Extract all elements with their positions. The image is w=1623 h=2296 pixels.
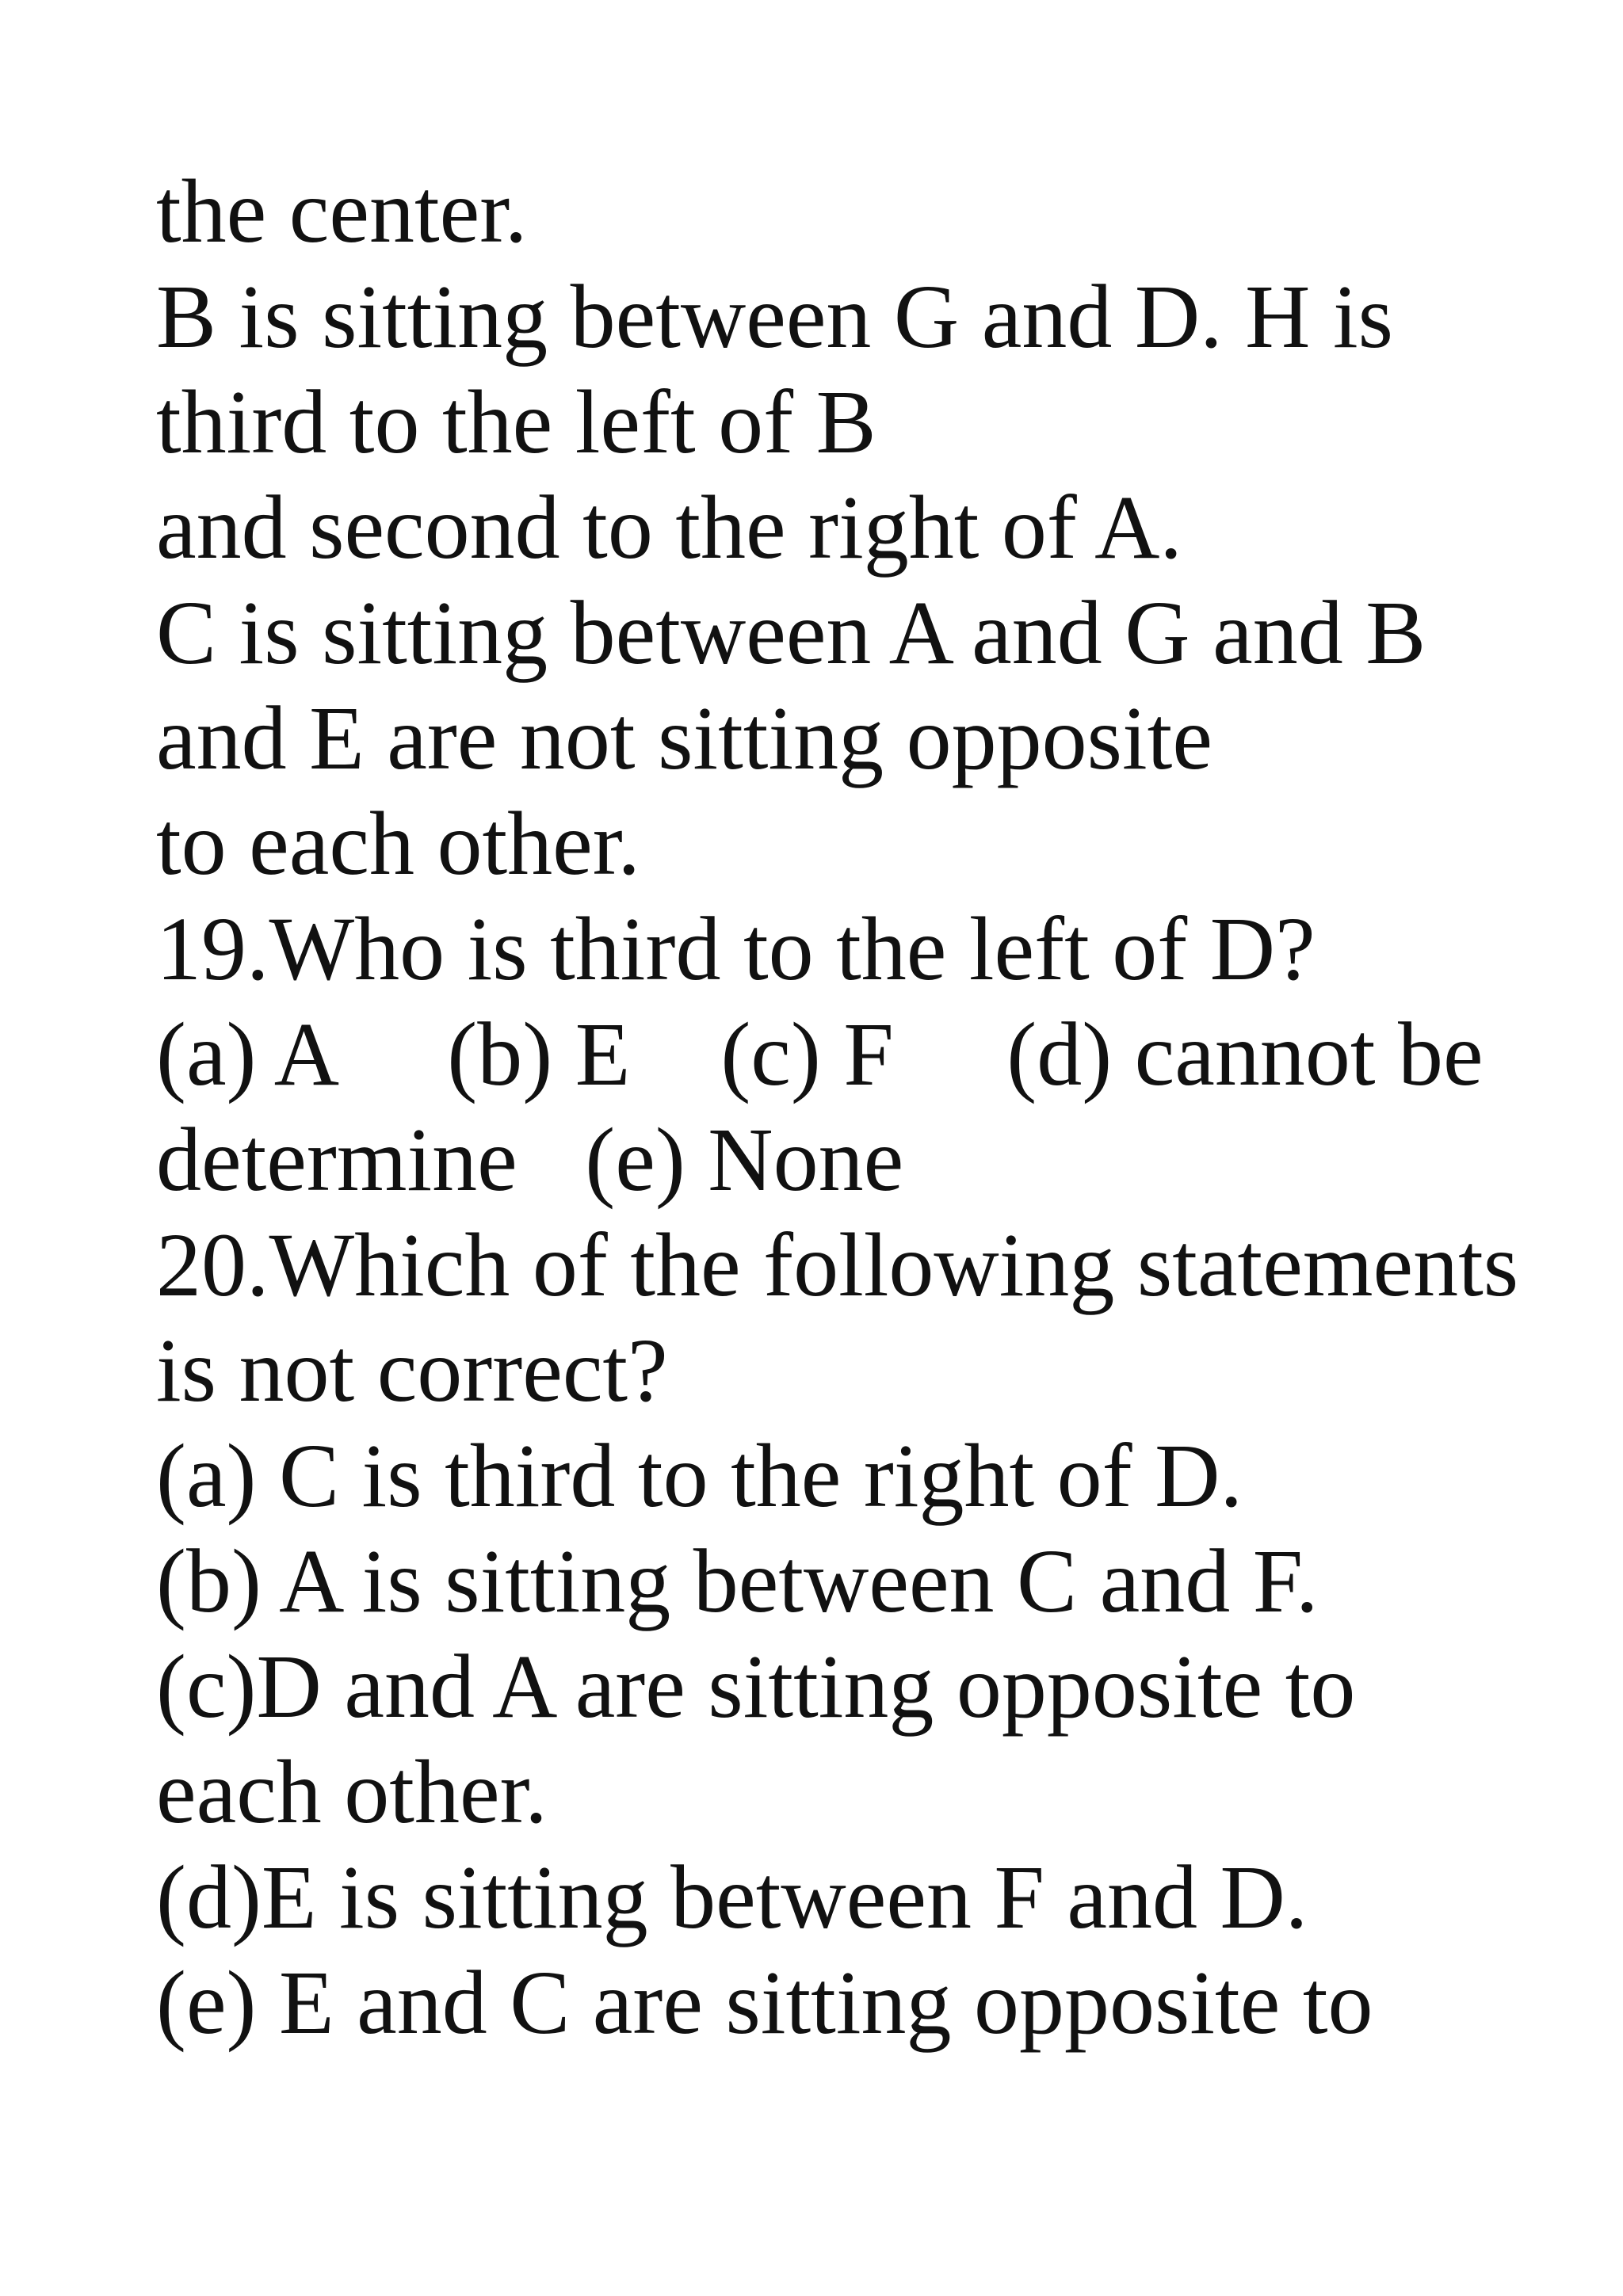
question-20-option-b: (b) A is sitting between C and F. — [156, 1531, 1319, 1631]
question-20-line-1: 20.Which of the following statements — [156, 1215, 1519, 1315]
question-20-option-c-1: (c)D and A are sitting opposite to — [156, 1636, 1356, 1737]
question-20-option-e: (e) E and C are sitting opposite to — [156, 1952, 1373, 2053]
text-line-clue-be-1: and E are not sitting opposite — [156, 688, 1212, 788]
question-20-option-c-2: each other. — [156, 1741, 548, 1842]
text-line-clue-h-1: third to the left of B — [156, 372, 876, 472]
text-line-clue-h-2: and second to the right of A. — [156, 477, 1182, 578]
question-20-line-2: is not correct? — [156, 1320, 668, 1421]
document-text — [156, 158, 1583, 2055]
text-line-clue-b: B is sitting between G and D. H is — [156, 266, 1394, 367]
question-19-options-1: (a) A (b) E (c) F (d) cannot be — [156, 1004, 1484, 1104]
text-line-intro-end: the center. — [156, 161, 528, 261]
text-line-clue-be-2: to each other. — [156, 793, 640, 894]
question-20-option-a: (a) C is third to the right of D. — [156, 1425, 1243, 1526]
question-19-options-2: determine (e) None — [156, 1109, 904, 1210]
question-19: 19.Who is third to the left of D? — [156, 898, 1316, 999]
text-line-clue-c: C is sitting between A and G and B — [156, 582, 1426, 683]
question-20-option-d: (d)E is sitting between F and D. — [156, 1847, 1308, 1947]
